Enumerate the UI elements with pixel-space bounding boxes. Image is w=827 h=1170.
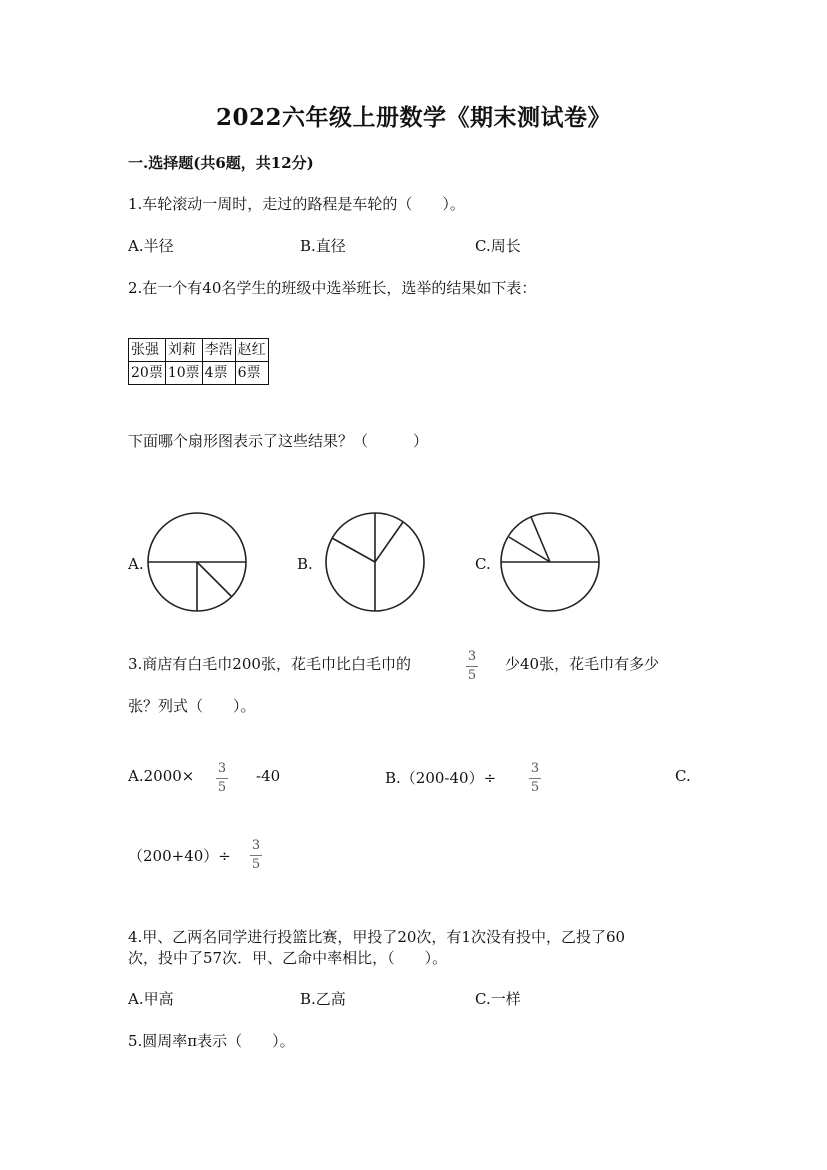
question-2-text: 2.在一个有40名学生的班级中选举班长，选举的结果如下表： xyxy=(128,279,537,297)
question-4-text-line2: 次，投中了57次．甲、乙命中率相比，（ ）。 xyxy=(128,949,448,967)
question-1-option-a[interactable]: A.半径 xyxy=(128,237,174,255)
pie-chart-c xyxy=(498,512,604,614)
page-title: 2022六年级上册数学《期末测试卷》 xyxy=(215,104,611,131)
question-2-option-a[interactable]: A. xyxy=(128,555,144,573)
table-cell-votes: 20票 xyxy=(129,362,166,385)
question-1-text: 1.车轮滚动一周时，走过的路程是车轮的（ ）。 xyxy=(128,195,465,213)
pie-chart-b xyxy=(323,512,429,614)
fraction-bar xyxy=(529,778,541,779)
fraction xyxy=(465,649,479,684)
question-5-text: 5.圆周率π表示（ ）。 xyxy=(128,1032,295,1050)
fraction-bar xyxy=(466,666,478,667)
question-2-prompt: 下面哪个扇形图表示了这些结果？（ ） xyxy=(128,432,429,450)
question-4-text: 4.甲、乙两名同学进行投篮比赛，甲投了20次，有1次没有投中，乙投了60 xyxy=(128,928,626,946)
table-cell-name: 刘莉 xyxy=(165,339,202,362)
fraction xyxy=(215,761,229,796)
question-3-text-line2: 张？列式（ ）。 xyxy=(128,697,256,715)
question-2-option-b[interactable]: B. xyxy=(297,555,313,573)
fraction-denominator: 5 xyxy=(530,780,540,795)
question-1-option-b[interactable]: B.直径 xyxy=(300,237,346,255)
question-3-option-c-expression: （200+40）÷ xyxy=(128,847,231,865)
section-heading: 一.选择题(共6题，共12分) xyxy=(128,154,314,172)
fraction xyxy=(528,761,542,796)
question-3-option-c[interactable]: C. xyxy=(675,767,691,785)
question-3-option-a[interactable]: A.2000× xyxy=(128,767,195,785)
pie-chart-a xyxy=(145,512,251,614)
fraction xyxy=(249,838,263,873)
question-4-option-c[interactable]: C.一样 xyxy=(475,990,521,1008)
table-row xyxy=(129,339,269,362)
question-2-option-c[interactable]: C. xyxy=(475,555,491,573)
fraction-numerator: 3 xyxy=(467,649,477,664)
question-4-option-a[interactable]: A.甲高 xyxy=(128,990,174,1008)
fraction-numerator: 3 xyxy=(217,761,227,776)
fraction-denominator: 5 xyxy=(217,780,227,795)
fraction-bar xyxy=(250,855,262,856)
fraction-denominator: 5 xyxy=(467,668,477,683)
question-3-option-b[interactable]: B.（200-40）÷ xyxy=(385,769,497,787)
question-3-text-continued: 少40张，花毛巾有多少 xyxy=(505,655,660,673)
fraction-denominator: 5 xyxy=(251,857,261,872)
question-3-option-a-suffix: -40 xyxy=(256,767,281,785)
question-4-option-b[interactable]: B.乙高 xyxy=(300,990,346,1008)
table-cell-name: 赵红 xyxy=(235,339,268,362)
table-row xyxy=(129,362,269,385)
vote-results-table xyxy=(128,338,269,385)
question-3-text: 3.商店有白毛巾200张，花毛巾比白毛巾的 xyxy=(128,655,411,673)
fraction-numerator: 3 xyxy=(530,761,540,776)
fraction-bar xyxy=(216,778,228,779)
question-1-option-c[interactable]: C.周长 xyxy=(475,237,521,255)
table-cell-votes: 4票 xyxy=(202,362,235,385)
table-cell-votes: 6票 xyxy=(235,362,268,385)
table-cell-name: 李浩 xyxy=(202,339,235,362)
fraction-numerator: 3 xyxy=(251,838,261,853)
table-cell-name: 张强 xyxy=(129,339,166,362)
table-cell-votes: 10票 xyxy=(165,362,202,385)
